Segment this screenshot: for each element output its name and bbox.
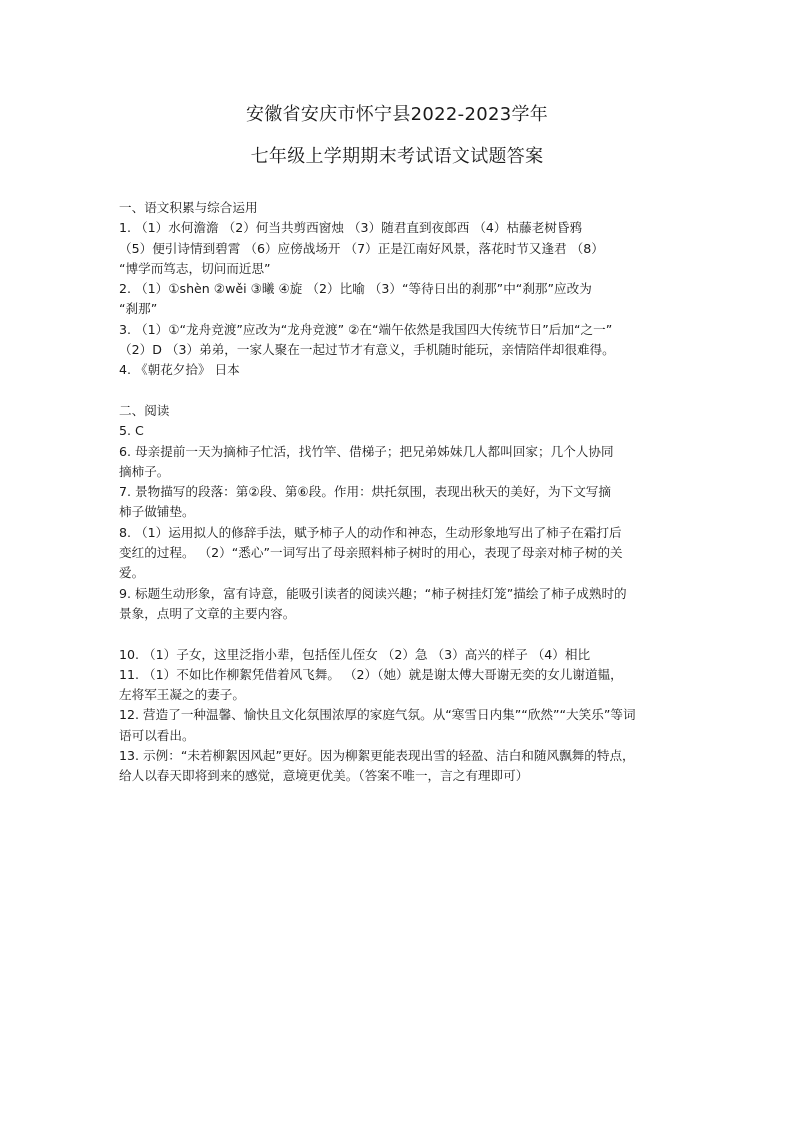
answer-line: （5）便引诗情到碧霄 （6）应傍战场开 （7）正是江南好风景，落花时节又逢君 （8） xyxy=(119,240,604,256)
document-title-line1: 安徽省安庆市怀宁县2022-2023学年 xyxy=(245,104,549,125)
answer-line: 给人以春天即将到来的感觉，意境更优美。（答案不唯一，言之有理即可） xyxy=(119,768,529,784)
answer-line: 2. （1）①shèn ②wěi ③曦 ④旋 （2）比喻 （3）“等待日出的刹那”中“刹那”应改为 xyxy=(119,281,592,297)
answer-line: 11. （1）不如比作柳絮凭借着风飞舞。 （2）（她）就是谢太傅大哥谢无奕的女儿谢道韫， xyxy=(119,666,623,682)
answer-body xyxy=(119,198,689,787)
section2-heading: 二、阅读 xyxy=(119,402,170,418)
answer-line: 9. 标题生动形象，富有诗意，能吸引读者的阅读兴趣；“柿子树挂灯笼”描绘了柿子成熟时的 xyxy=(119,585,627,601)
answer-line: 8. （1）运用拟人的修辞手法，赋予柿子人的动作和神态，生动形象地写出了柿子在霜打后 xyxy=(119,524,622,540)
answer-line: 景象，点明了文章的主要内容。 xyxy=(119,605,296,621)
document-title-line2: 七年级上学期期末考试语文试题答案 xyxy=(250,146,544,167)
answer-line: 1. （1）水何澹澹 （2）何当共剪西窗烛 （3）随君直到夜郎西 （4）枯藤老树昏鸦 xyxy=(119,220,583,236)
answer-line: “刹那” xyxy=(119,301,158,317)
answer-line: 柿子做铺垫。 xyxy=(119,504,195,520)
answer-line: 6. 母亲提前一天为摘柿子忙活，找竹竿、借梯子；把兄弟姊妹几人都叫回家；几个人协同 xyxy=(119,443,614,459)
section1-heading: 一、语文积累与综合运用 xyxy=(119,200,258,215)
answer-line: 3. （1）①“龙舟竞渡”应改为“龙舟竞渡” ②在“端午依然是我国四大传统节日”后加“之一” xyxy=(119,321,613,337)
section-gap xyxy=(119,381,689,401)
paragraph-gap xyxy=(119,624,689,644)
answer-line: 爱。 xyxy=(119,565,145,581)
answer-line: “博学而笃志，切问而近思” xyxy=(119,260,271,276)
answer-line: 7. 景物描写的段落：第②段、第⑥段。作用：烘托氛围，表现出秋天的美好，为下文写摘 xyxy=(119,484,611,500)
answer-line: 语可以看出。 xyxy=(119,727,195,743)
answer-line: 4. 《朝花夕拾》 日本 xyxy=(119,362,240,378)
answer-line: 左将军王凝之的妻子。 xyxy=(119,687,245,703)
answer-line: 摘柿子。 xyxy=(119,463,170,479)
answer-line: 变红的过程。 （2）“悉心”一词写出了母亲照料柿子树时的用心，表现了母亲对柿子树的关 xyxy=(119,545,623,561)
answer-line: 12. 营造了一种温馨、愉快且文化氛围浓厚的家庭气氛。从“寒雪日内集”“欣然”“大笑乐”等词 xyxy=(119,707,636,723)
answer-line: 10. （1）子女，这里泛指小辈，包括侄儿侄女 （2）急 （3）高兴的样子 （4）相比 xyxy=(119,646,591,662)
answer-line: （2）D （3）弟弟，一家人聚在一起过节才有意义，手机随时能玩，亲情陪伴却很难得。 xyxy=(119,342,615,358)
answer-line: 5. C xyxy=(119,423,144,439)
answer-line: 13. 示例：“未若柳絮因风起”更好。因为柳絮更能表现出雪的轻盈、洁白和随风飘舞的特点， xyxy=(119,748,635,764)
